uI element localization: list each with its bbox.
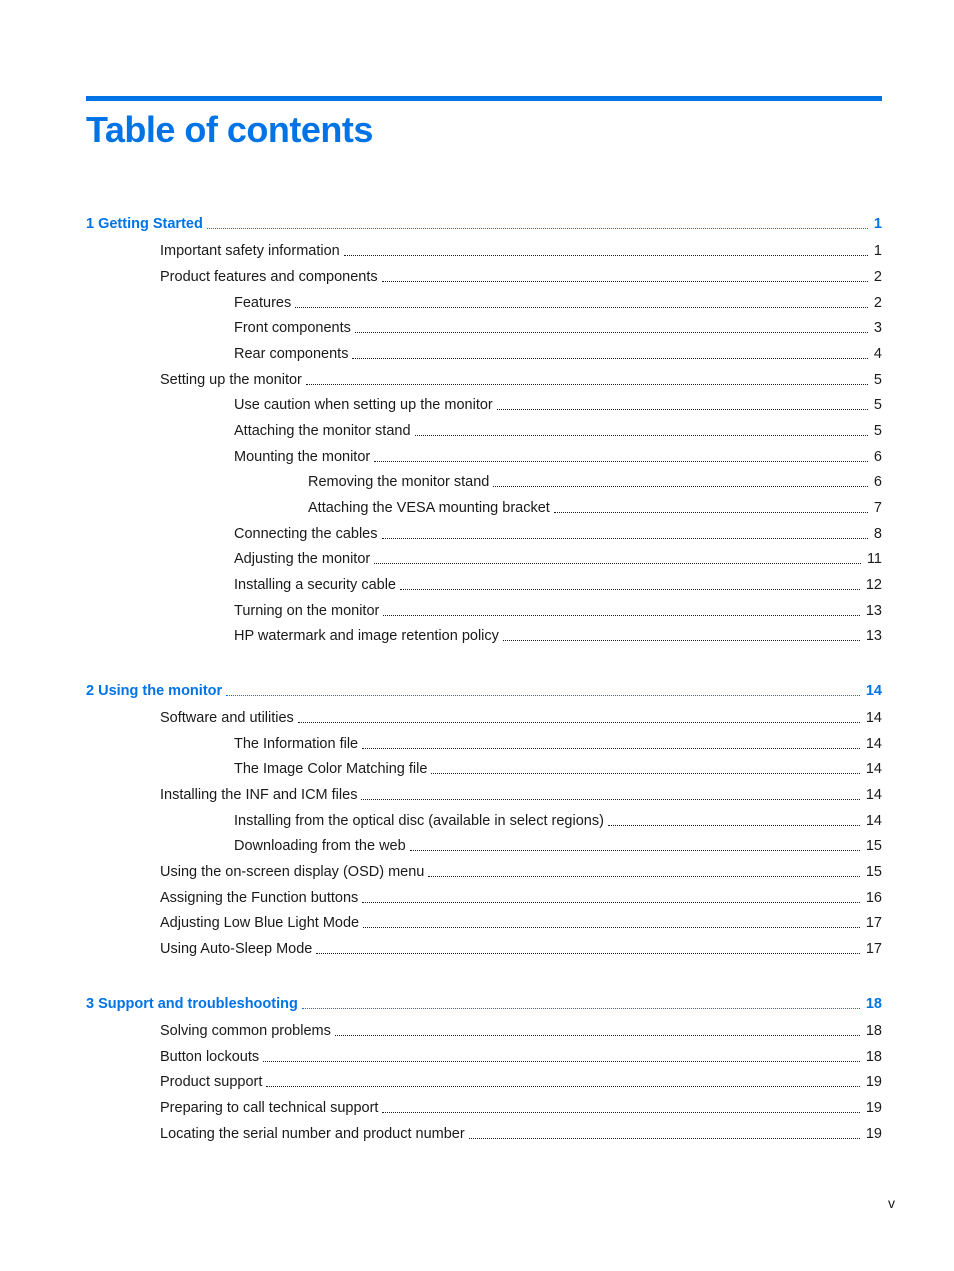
toc-dot-leader: [497, 409, 868, 410]
toc-entry-page: 14: [865, 813, 882, 829]
toc-entry-page: 14: [865, 710, 882, 726]
toc-entry-title: Attaching the monitor stand: [234, 423, 411, 439]
toc-entry[interactable]: [234, 318, 882, 338]
toc-entry-title: Downloading from the web: [234, 838, 406, 854]
toc-entry[interactable]: [234, 293, 882, 313]
toc-dot-leader: [316, 953, 860, 954]
toc-dot-leader: [608, 825, 860, 826]
toc-entry[interactable]: [234, 575, 882, 595]
toc-dot-leader: [266, 1086, 859, 1087]
toc-entry-title: Assigning the Function buttons: [160, 890, 359, 906]
toc-entry[interactable]: [160, 1021, 882, 1041]
toc-entry[interactable]: [160, 708, 882, 728]
toc-entry-title: 1 Getting Started: [86, 216, 203, 232]
toc-entry-page: 5: [873, 423, 882, 439]
toc-entry-title: Rear components: [234, 346, 349, 362]
toc-entry-page: 18: [865, 1023, 882, 1039]
toc-dot-leader: [226, 695, 860, 696]
toc-entry-page: 14: [865, 683, 882, 699]
toc-entry[interactable]: [308, 498, 882, 518]
toc-entry-page: 13: [865, 628, 882, 644]
toc-entry[interactable]: [160, 1098, 882, 1118]
toc-entry-page: 1: [873, 216, 882, 232]
toc-dot-leader: [298, 722, 860, 723]
toc-entry[interactable]: [234, 734, 882, 754]
toc-entry[interactable]: [234, 759, 882, 779]
toc-entry-title: The Information file: [234, 736, 359, 752]
toc-entry[interactable]: [234, 447, 882, 467]
toc-entry-title: Solving common problems: [160, 1023, 331, 1039]
toc-entry-title: Front components: [234, 320, 351, 336]
toc-entry[interactable]: [234, 524, 882, 544]
toc-entry-page: 14: [865, 736, 882, 752]
toc-entry-page: 18: [865, 996, 882, 1012]
toc-entry-page: 7: [873, 500, 882, 516]
toc-entry-title: Installing the INF and ICM files: [160, 787, 358, 803]
toc-entry-title: 2 Using the monitor: [86, 683, 223, 699]
toc-entry-page: 3: [873, 320, 882, 336]
toc-entry[interactable]: [234, 549, 882, 569]
toc-dot-leader: [361, 799, 859, 800]
toc-dot-leader: [503, 640, 860, 641]
toc-entry-title: Use caution when setting up the monitor: [234, 397, 493, 413]
toc-entry-page: 5: [873, 372, 882, 388]
toc-entry-title: Locating the serial number and product number: [160, 1126, 465, 1142]
toc-entry-page: 6: [873, 449, 882, 465]
toc-dot-leader: [207, 228, 868, 229]
toc-entry-title: Connecting the cables: [234, 526, 378, 542]
toc-entry[interactable]: [234, 626, 882, 646]
toc-dot-leader: [355, 332, 868, 333]
toc-entry[interactable]: [308, 472, 882, 492]
toc-entry-page: 17: [865, 915, 882, 931]
toc-chapter-entry[interactable]: [86, 214, 882, 234]
toc-dot-leader: [295, 307, 868, 308]
toc-dot-leader: [493, 486, 868, 487]
toc-entry-page: 2: [873, 295, 882, 311]
toc-entry[interactable]: [234, 344, 882, 364]
toc-entry-page: 8: [873, 526, 882, 542]
toc-entry[interactable]: [160, 785, 882, 805]
toc-entry[interactable]: [234, 811, 882, 831]
toc-entry[interactable]: [234, 395, 882, 415]
toc-dot-leader: [362, 902, 860, 903]
page-title: Table of contents: [86, 109, 373, 150]
toc-dot-leader: [306, 384, 868, 385]
toc-entry-page: 2: [873, 269, 882, 285]
toc-entry-page: 15: [865, 838, 882, 854]
toc-entry[interactable]: [160, 1124, 882, 1144]
toc-dot-leader: [431, 773, 859, 774]
toc-entry[interactable]: [234, 836, 882, 856]
toc-entry[interactable]: [234, 421, 882, 441]
toc-entry-title: Features: [234, 295, 292, 311]
toc-entry-title: The Image Color Matching file: [234, 761, 428, 777]
toc-entry-page: 19: [865, 1074, 882, 1090]
toc-entry-page: 19: [865, 1126, 882, 1142]
toc-entry[interactable]: [160, 1047, 882, 1067]
toc-dot-leader: [352, 358, 867, 359]
toc-chapter-entry[interactable]: [86, 994, 882, 1014]
toc-chapter-entry[interactable]: [86, 681, 882, 701]
toc-entry[interactable]: [234, 601, 882, 621]
toc-entry-title: Adjusting the monitor: [234, 551, 371, 567]
toc-dot-leader: [374, 461, 868, 462]
toc-entry-title: Using Auto-Sleep Mode: [160, 941, 313, 957]
toc-entry-page: 14: [865, 787, 882, 803]
toc-entry-title: Turning on the monitor: [234, 603, 380, 619]
toc-entry-title: Removing the monitor stand: [308, 474, 490, 490]
toc-entry[interactable]: [160, 267, 882, 287]
toc-entry[interactable]: [160, 862, 882, 882]
toc-entry-title: Attaching the VESA mounting bracket: [308, 500, 550, 516]
toc-dot-leader: [415, 435, 868, 436]
toc-dot-leader: [382, 538, 868, 539]
toc-dot-leader: [410, 850, 860, 851]
toc-entry-page: 19: [865, 1100, 882, 1116]
toc-dot-leader: [363, 927, 860, 928]
toc-entry-title: 3 Support and troubleshooting: [86, 996, 298, 1012]
toc-entry-title: Product support: [160, 1074, 263, 1090]
toc-entry-title: Setting up the monitor: [160, 372, 302, 388]
toc-entry-page: 5: [873, 397, 882, 413]
toc-entry-title: Mounting the monitor: [234, 449, 371, 465]
toc-dot-leader: [362, 748, 860, 749]
toc-dot-leader: [382, 281, 868, 282]
page-number: v: [888, 1195, 895, 1211]
toc-entry[interactable]: [160, 939, 882, 959]
toc-dot-leader: [263, 1061, 860, 1062]
toc-dot-leader: [344, 255, 868, 256]
toc-entry-title: Using the on-screen display (OSD) menu: [160, 864, 425, 880]
toc-entry[interactable]: [160, 913, 882, 933]
toc-entry-title: Preparing to call technical support: [160, 1100, 379, 1116]
toc-dot-leader: [382, 1112, 859, 1113]
toc-dot-leader: [554, 512, 868, 513]
toc-entry-title: Adjusting Low Blue Light Mode: [160, 915, 360, 931]
toc-entry-page: 11: [866, 551, 882, 567]
toc-dot-leader: [383, 615, 860, 616]
toc-entry-title: HP watermark and image retention policy: [234, 628, 499, 644]
toc-entry-page: 1: [873, 243, 882, 259]
toc-entry[interactable]: [160, 888, 882, 908]
toc-entry-title: Software and utilities: [160, 710, 294, 726]
toc-dot-leader: [428, 876, 860, 877]
toc-entry-title: Important safety information: [160, 243, 340, 259]
toc-entry-page: 14: [865, 761, 882, 777]
toc-entry-title: Product features and components: [160, 269, 378, 285]
toc-entry-page: 15: [865, 864, 882, 880]
toc-entry[interactable]: [160, 1072, 882, 1092]
toc-dot-leader: [302, 1008, 860, 1009]
toc-entry-page: 4: [873, 346, 882, 362]
toc-entry[interactable]: [160, 370, 882, 390]
toc-dot-leader: [374, 563, 861, 564]
toc-entry-title: Button lockouts: [160, 1049, 260, 1065]
toc-entry-page: 13: [865, 603, 882, 619]
toc-dot-leader: [335, 1035, 860, 1036]
toc-dot-leader: [400, 589, 860, 590]
toc-entry[interactable]: [160, 241, 882, 261]
toc-entry-title: Installing a security cable: [234, 577, 396, 593]
toc-entry-page: 12: [865, 577, 882, 593]
toc-entry-page: 18: [865, 1049, 882, 1065]
toc-entry-page: 17: [865, 941, 882, 957]
toc-entry-title: Installing from the optical disc (available in select regions): [234, 813, 604, 829]
toc-entry-page: 16: [865, 890, 882, 906]
toc-dot-leader: [469, 1138, 860, 1139]
toc-entry-page: 6: [873, 474, 882, 490]
